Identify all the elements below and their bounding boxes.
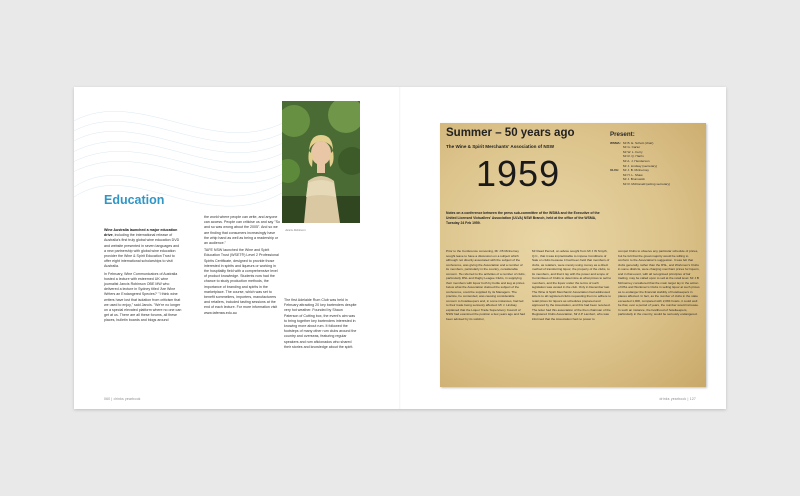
paragraph: Wine Australia launched a major education drive, including the international release of Australia's first truly global wine education DVD and website presented in seven languages and a new partnership with global wine education provider the Wine & Spirit Education Trust to offer eight international scholarships to visit Australia. bbox=[104, 228, 180, 269]
panel-column-1: Prior to the Conference convening, Mr J B McInerney sought leave to have a discussion on a subject which although not directly associated with the subject of the conference, was giving the Association and a number of its members, particularly in the country, considerable concern. He referred to the activities of a number of clubs, particularly RSL and Rugby League Clubs, in supplying their members with liquor both by bottle and keg at prices below what the Association claimed the subject of the conference, could be supplied by its Managers. The practice, he contended, was causing considerable concern to hotelkeepers and, in some instances, had led to their trade being seriously affected. Mr J. Lindsay explained that the Liquor Trade Supervisory Council of NSW had examined the position a few years ago and had been advised by its solicitor, bbox=[446, 249, 526, 321]
portrait-photo bbox=[282, 101, 360, 223]
attendee-row: Mr J. Lindsay (secretary) bbox=[623, 163, 658, 168]
panel-notes: Notes on a conference between the press sub-committee of the WSMA and the Executive of the United Licensed Victuallers' Association (ULVA) NSW Branch, held at the office of the WSMA, Tuesday 24 Feb 1959. bbox=[446, 211, 600, 225]
panel-title: Summer – 50 years ago bbox=[446, 127, 575, 139]
page-gutter bbox=[399, 87, 401, 409]
left-column-2 bbox=[204, 215, 280, 318]
portrait-illustration bbox=[282, 101, 360, 223]
magazine-spread bbox=[74, 87, 726, 409]
attendee-row: ULVA: Mr J. B. McInerney bbox=[610, 168, 649, 173]
panel-column-3: compel Clubs to observe any particular schedule of prices, but he felt that the great majority would be willing to conform to the Association's suggestion. It was felt that clubs generally, rather than the RSL, and Workmen's Clubs in some districts, were charging merchant prices for liquors, and in that event, with all recognised principles of fair trading, may be called upon to sell at the retail level. Mr J B McInerney considered that the main target lay in the action of RSL and Workmen's Clubs in selling liquor at such prices as to endanger the financial stability of hotelkeepers in places affected. In fact, as the number of clubs in the state exceeded 1,000, compared with 2,084 hotels, it could well be that, over a period of years, the number would increase. In such an instance, the livelihood of hotelkeepers, particularly in the country, would be seriously endangered. bbox=[618, 249, 700, 316]
attendee-list-title: Present: bbox=[610, 131, 635, 138]
panel-subtitle: The Wine & Spirit Merchants' Association of NSW bbox=[446, 144, 555, 149]
section-heading: Education bbox=[104, 193, 165, 207]
attendee-row: WSMA: Mr B. E. Schott (chair) bbox=[610, 140, 654, 145]
parchment-panel bbox=[440, 123, 706, 387]
panel-column-2: Mr Read Percell, on advice sought from Mr J W Smyth, Q.C., that it was impracticable to impose Conditions of Sale on clubs because it had been held that members of clubs, as retailers, were merely using money as a direct method of transferring liquor, the property of the clubs, to its members, and that it lay with the power and scope of Committees of Clubs to determine at what prices to sell to members, and the liquor under the terms of such legislation was vested in the club. Only in December last The Wine & Spirit Merchants' Association had addressed letters to all registered clubs requesting them to adhere to retail prices for liquors as schedules prepared and approved by the Association, and this had been received. The letter had this association of the then chairman of the Registered Clubs Association, Mr A P Lambert, who was informed that the Association had no power to bbox=[532, 249, 612, 321]
attendee-list bbox=[610, 133, 702, 187]
paragraph: The first Adelaide Rum Club was held in February attracting 20 key bartenders despite very hot weather. Founded by Shaun Paterson of Cutting box, the event's aim was to bring together key bartenders interested in knowing more about rum. It followed the footsteps of many other rum clubs around the country and overseas, featuring regular speakers and rum aficionados who shared their stories and knowledge about the spirit. bbox=[284, 298, 357, 349]
attendee-row: Mr J. Brunswick bbox=[623, 177, 645, 182]
attendee-row: Mr G. Carter bbox=[623, 145, 641, 150]
left-column-3 bbox=[284, 298, 358, 352]
attendee-row: Mr H. L. Shaw bbox=[623, 172, 643, 177]
attendee-row: Mr R. Q. Harris bbox=[623, 154, 644, 159]
left-column-1 bbox=[104, 228, 182, 326]
attendee-row: Mr R. McDonald (acting secretary) bbox=[623, 181, 671, 186]
attendee-row: Mr W. L. Ferry bbox=[623, 149, 643, 154]
panel-year: 1959 bbox=[476, 153, 561, 194]
page-footer-left: 060 | drinks yearbook bbox=[104, 397, 141, 401]
paragraph: the world where people can write, and anyone can access. People can criticise us and say "So and so was wrong about the 2005". And so we are finding that consumers increasingly have the whip hand as well as being a readership or an audience." bbox=[204, 215, 280, 246]
attendee-row: Mr A. J. Henderson bbox=[623, 158, 650, 163]
paragraph: In February, Wine Communicators of Australia hosted a lecture with esteemed UK wine journalist Jancis Robinson OBE MW who delivered a lecture in Sydney titled 'Are Wine Writers an Endangered Species?' "I think wine writers have lost that isolation from criticism that we used to enjoy," said Jancis. "We're no longer on a special elevated platform where no one can get at us. There are all these forums, all these places, bulletin boards and blogs around bbox=[104, 271, 182, 323]
paragraph: TAFE NSW launched the Wine and Spirit Education Trust (WSET®) Level 2 Professional Spirits Certificate, designed to provide those interested in spirits and liqueurs or working in the hospitality field with a comprehensive level of product knowledge. Students now had the chance to study production methods, the importance of branding and spirits in the marketplace. The course, which was set to benefit sommeliers, importers, manufacturers and retailers, included tasting sessions at the end of each lecture. For more information visit www.tafensw.edu.au bbox=[204, 248, 279, 315]
photo-caption: Jancis Robinson bbox=[285, 228, 306, 232]
page-footer-right: drinks yearbook | 127 bbox=[659, 397, 696, 401]
